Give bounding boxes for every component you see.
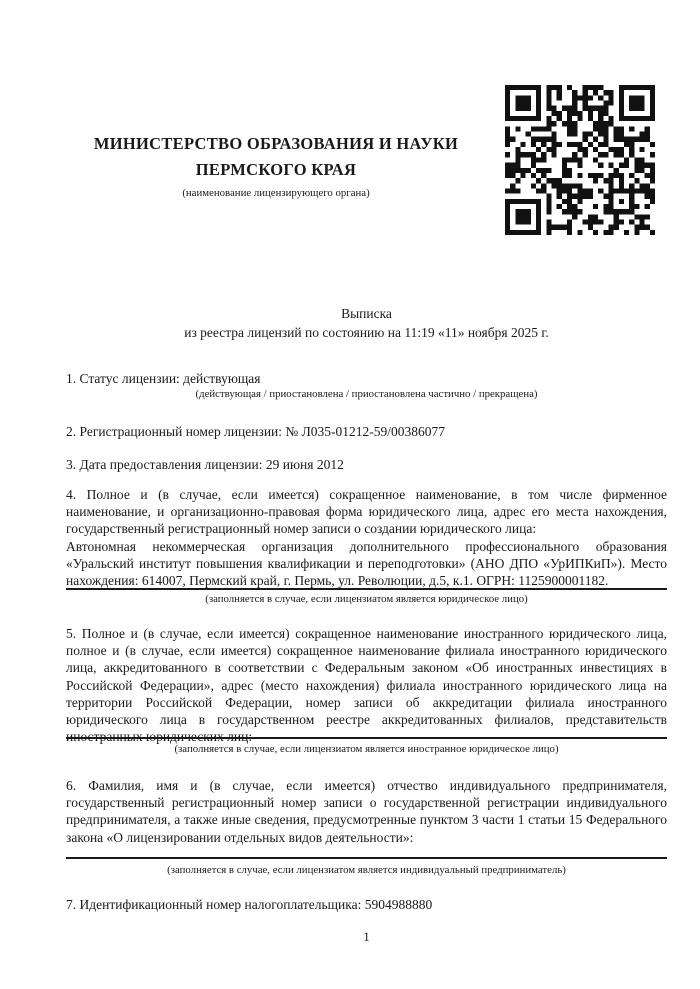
item-5-divider	[66, 737, 667, 739]
extract-subtitle: из реестра лицензий по состоянию на 11:19 «11» ноября 2025 г.	[184, 325, 549, 340]
extract-title: Выписка	[341, 306, 392, 321]
item-4-question: 4. Полное и (в случае, если имеется) сокращенное наименование, в том числе фирменное наименование, и организационно-правовая форма юридического лица, адрес его места нахождения, государственный регистрационный номер записи о создании юридического лица:	[66, 487, 667, 537]
item-3-grant-date: 3. Дата предоставления лицензии: 29 июня 2012	[66, 457, 344, 472]
item-1-status: 1. Статус лицензии: действующая	[66, 371, 261, 386]
item-5-question: 5. Полное и (в случае, если имеется) сокращенное наименование иностранного юридического лица, полное и (в случае, если имеется) сокращенное наименование филиала иностранного юридического лица, аккредитованного в соответствии с Федеральным законом «Об иностранных инвестициях в Российской Федерации», адрес (место нахождения) филиала иностранного юридического лица на территории Российской Федерации, номер записи об аккредитации филиала иностранного юридического лица в государственном реестре аккредитованных филиалов, представительств иностранных юридических лиц:	[66, 626, 667, 745]
item-6-question: 6. Фамилия, имя и (в случае, если имеется) отчество индивидуального предпринимателя, государственный регистрационный номер записи о государственной регистрации индивидуального предпринимателя, а также иные сведения, предусмотренные пунктом 3 части 1 статьи 15 Федерального закона «О лицензировании отдельных видов деятельности»:	[66, 778, 667, 845]
ministry-subtitle: (наименование лицензирующего органа)	[182, 187, 370, 199]
item-4-caption: (заполняется в случае, если лицензиатом является юридическое лицо)	[205, 593, 528, 605]
ministry-name-line1: МИНИСТЕРСТВО ОБРАЗОВАНИЯ И НАУКИ	[93, 134, 459, 153]
item-2-reg-number: 2. Регистрационный номер лицензии: № Л035-01212-59/00386077	[66, 424, 446, 439]
qr-code	[505, 85, 655, 235]
item-4-block	[66, 486, 667, 589]
page-number: 1	[363, 929, 370, 944]
item-5-caption: (заполняется в случае, если лицензиатом является иностранное юридическое лицо)	[174, 743, 559, 755]
item-4-divider	[66, 588, 667, 590]
item-1-caption: (действующая / приостановлена / приостановлена частично / прекращена)	[195, 388, 538, 400]
extract-title-block	[66, 304, 667, 342]
item-7-inn: 7. Идентификационный номер налогоплательщика: 5904988880	[66, 897, 433, 912]
ministry-name-line2: ПЕРМСКОГО КРАЯ	[195, 160, 357, 179]
ministry-header	[66, 131, 486, 199]
item-4-answer: Автономная некоммерческая организация дополнительного профессионального образования «Уральский институт повышения квалификации и переподготовки» (АНО ДПО «УрИПКиП»). Место нахождения: 614007, Пермский край, г. Пермь, ул. Революции, д.5, к.1. ОГРН: 1125900001182.	[66, 538, 667, 589]
item-6-divider	[66, 857, 667, 859]
item-6-caption: (заполняется в случае, если лицензиатом является индивидуальный предприниматель)	[167, 864, 566, 876]
